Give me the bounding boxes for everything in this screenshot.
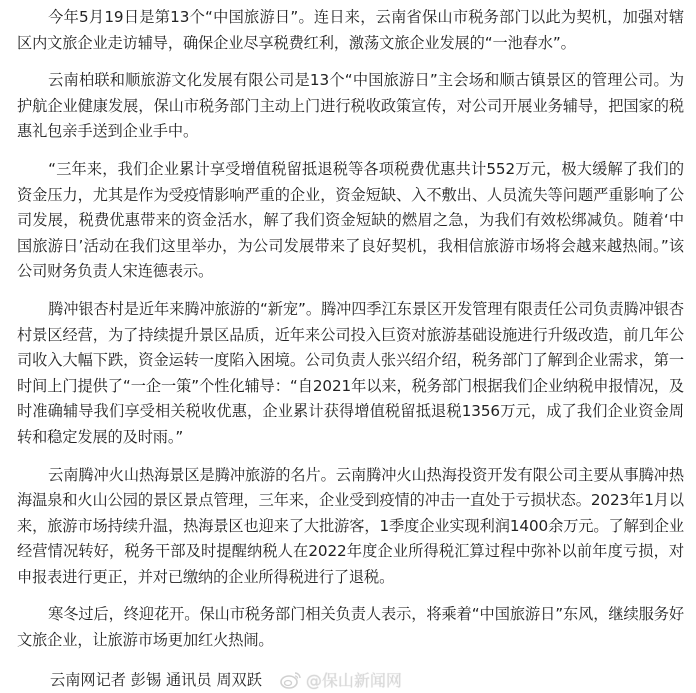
byline-text: 云南网记者 彭锡 通讯员 周双跃 xyxy=(50,670,262,689)
paragraph-intro: 今年5月19日是第13个“中国旅游日”。连日来，云南省保山市税务部门以此为契机，加强对辖区内文旅企业走访辅导，确保企业尽享税费红利，激荡文旅企业发展的“一池春水”。 xyxy=(17,8,684,52)
paragraph-yinxing-village: 腾冲银杏村是近年来腾冲旅游的“新宠”。腾冲四季江东景区开发管理有限责任公司负责腾冲银杏村景区经营，为了持续提升景区品质，近年来公司投入巨资对旅游基础设施进行升级改造，前几年公司收入大幅下跌，资金运转一度陷入困境。公司负责人张兴绍介绍，税务部门了解到企业需求，第一时间上门提供了“一企一策”个性化辅导：“自2021年以来，税务部门根据我们企业纳税申报情况，及时准确辅导我们享受相关税收优惠，企业累计获得增值税留抵退税1356万元，成了我们企业资金周转和稳定发展的及时雨。” xyxy=(17,299,684,446)
paragraph-baileian-heshun: 云南柏联和顺旅游文化发展有限公司是13个“中国旅游日”主会场和顺古镇景区的管理公司。为护航企业健康发展，保山市税务部门主动上门进行税收政策宣传，对公司开展业务辅导，把国家的税惠礼包亲手送到企业手中。 xyxy=(17,71,684,141)
byline xyxy=(17,668,684,693)
paragraph-quote-song: “三年来，我们企业累计享受增值税留抵退税等各项税费优惠共计552万元，极大缓解了我们的资金压力，尤其是作为受疫情影响严重的企业，资金短缺、入不敷出、人员流失等问题严重影响了公司发展，税费优惠带来的资金活水，解了我们资金短缺的燃眉之急，为我们有效松绑减负。随着‘中国旅游日’活动在我们这里举办，为公司发展带来了良好契机，我相信旅游市场将会越来越热闹。”该公司财务负责人宋连德表示。 xyxy=(17,159,684,281)
watermark-text: @保山新闻网 xyxy=(305,670,402,690)
watermark xyxy=(280,668,402,693)
weibo-icon xyxy=(280,671,302,689)
paragraph-conclusion: 寒冬过后，终迎花开。保山市税务部门相关负责人表示，将乘着“中国旅游日”东风，继续服务好文旅企业，让旅游市场更加红火热闹。 xyxy=(17,605,684,650)
paragraph-rehai: 云南腾冲火山热海景区是腾冲旅游的名片。云南腾冲火山热海投资开发有限公司主要从事腾冲热海温泉和火山公园的景区景点管理，三年来，企业受到疫情的冲击一直处于亏损状态。2023年1月以来，旅游市场持续升温，热海景区也迎来了大批游客，1季度企业实现利润1400余万元。了解到企业经营情况转好，税务干部及时提醒纳税人在2022年度企业所得税汇算过程中弥补以前年度亏损，对申报表进行更正，并对已缴纳的企业所得税进行了退税。 xyxy=(17,465,684,586)
